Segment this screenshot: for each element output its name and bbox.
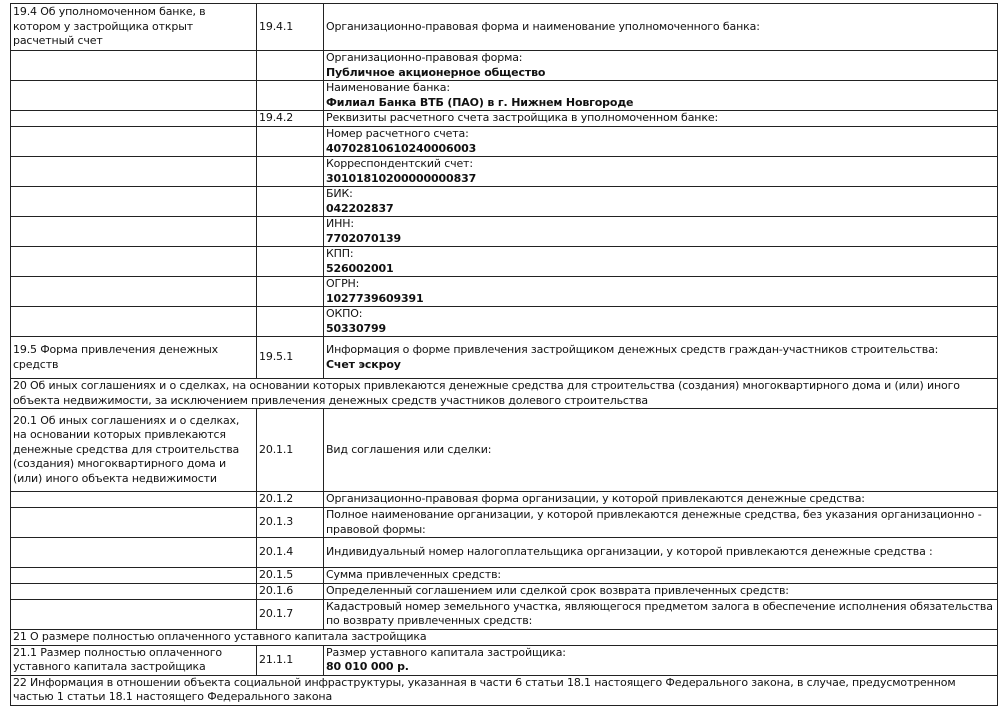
item-value: 30101810200000000837	[326, 171, 477, 185]
item-value: Филиал Банка ВТБ (ПАО) в г. Нижнем Новгороде	[326, 95, 634, 109]
section-title-cell	[11, 492, 257, 508]
section-title-cell	[11, 599, 257, 629]
item-code-cell	[257, 277, 324, 307]
section-title-cell: 20.1 Об иных соглашениях и о сделках, на основании которых привлекаются денежные средства для строительства (создания) многоквартирного дома и (или) иного объекта недвижимости	[11, 409, 257, 492]
item-label: Наименование банка:	[326, 81, 450, 94]
item-content-cell	[324, 583, 998, 599]
item-content-cell	[324, 508, 998, 538]
table-row	[11, 247, 998, 277]
section-heading: 21 О размере полностью оплаченного уставного капитала застройщика	[11, 629, 998, 645]
table-row	[11, 187, 998, 217]
section-title-cell	[11, 508, 257, 538]
item-label: Размер уставного капитала застройщика:	[326, 645, 566, 659]
item-code-cell: 20.1.7	[257, 599, 324, 629]
section-heading-row	[11, 379, 998, 409]
item-label: БИК:	[326, 187, 353, 200]
item-code-cell: 20.1.1	[257, 409, 324, 492]
section-title-cell	[11, 583, 257, 599]
table-row	[11, 307, 998, 337]
item-code-cell	[257, 247, 324, 277]
table-row	[11, 568, 998, 584]
item-label: Корреспондентский счет:	[326, 157, 473, 170]
item-content-cell	[324, 538, 998, 568]
item-code-cell: 20.1.3	[257, 508, 324, 538]
section-heading-row	[11, 629, 998, 645]
item-label: Организационно-правовая форма и наименование уполномоченного банка:	[326, 19, 760, 33]
item-content-cell	[324, 492, 998, 508]
item-label: Индивидуальный номер налогоплательщика организации, у которой привлекаются денежные средства :	[326, 545, 933, 559]
table-row	[11, 81, 998, 111]
item-code-cell	[257, 307, 324, 337]
item-label: ОКПО:	[326, 307, 363, 320]
developer-declaration-table	[10, 3, 998, 706]
item-code-cell: 19.4.2	[257, 111, 324, 127]
table-row	[11, 508, 998, 538]
section-title-cell	[11, 307, 257, 337]
section-title-cell	[11, 127, 257, 157]
section-title-cell	[11, 568, 257, 584]
item-value: 40702810610240006003	[326, 141, 477, 155]
item-code-cell: 20.1.4	[257, 538, 324, 568]
item-label: Организационно-правовая форма организации, у которой привлекаются денежные средства:	[326, 492, 865, 506]
section-title-cell	[11, 538, 257, 568]
section-heading: 22 Информация в отношении объекта социальной инфраструктуры, указанная в части 6 статьи 18.1 настоящего Федерального закона, в случае, предусмотренном частью 1 статьи 18.1 настоящего Федерального закона	[11, 675, 998, 705]
table-row	[11, 127, 998, 157]
section-title-cell: 21.1 Размер полностью оплаченного уставного капитала застройщика	[11, 645, 257, 675]
item-content-cell	[324, 111, 998, 127]
table-row	[11, 277, 998, 307]
section-title-cell	[11, 247, 257, 277]
table-row	[11, 337, 998, 379]
item-value: 1027739609391	[326, 291, 424, 305]
item-content-cell	[324, 51, 998, 81]
item-code-cell	[257, 51, 324, 81]
table-row	[11, 599, 998, 629]
item-value: Публичное акционерное общество	[326, 65, 546, 79]
item-content-cell	[324, 645, 998, 675]
table-row	[11, 4, 998, 51]
item-value: 042202837	[326, 201, 394, 215]
table-row	[11, 492, 998, 508]
item-content-cell	[324, 337, 998, 379]
table-row	[11, 157, 998, 187]
table-row	[11, 217, 998, 247]
item-code-cell	[257, 217, 324, 247]
item-value: 7702070139	[326, 231, 402, 245]
item-content-cell	[324, 157, 998, 187]
item-code-cell	[257, 157, 324, 187]
item-label: Полное наименование организации, у которой привлекаются денежные средства, без указания организационно - правовой формы:	[326, 508, 982, 536]
item-code-cell: 20.1.6	[257, 583, 324, 599]
item-code-cell	[257, 81, 324, 111]
table-row	[11, 409, 998, 492]
section-title-cell: 19.4 Об уполномоченном банке, в котором у застройщика открыт расчетный счет	[11, 4, 257, 51]
table-body	[11, 4, 998, 706]
item-label: Сумма привлеченных средств:	[326, 568, 501, 581]
item-content-cell	[324, 4, 998, 51]
item-code-cell	[257, 127, 324, 157]
table-row	[11, 583, 998, 599]
table-row	[11, 645, 998, 675]
item-label: КПП:	[326, 247, 354, 260]
section-title-cell: 19.5 Форма привлечения денежных средств	[11, 337, 257, 379]
item-content-cell	[324, 599, 998, 629]
item-label: Номер расчетного счета:	[326, 127, 469, 140]
section-title-cell	[11, 187, 257, 217]
item-content-cell	[324, 568, 998, 584]
item-label: ИНН:	[326, 217, 354, 230]
section-title-cell	[11, 111, 257, 127]
section-title-cell	[11, 51, 257, 81]
item-content-cell	[324, 81, 998, 111]
item-label: Кадастровый номер земельного участка, являющегося предметом залога в обеспечение исполнения обязательства по возврату привлеченных средств:	[326, 599, 993, 627]
section-title-cell	[11, 217, 257, 247]
item-content-cell	[324, 409, 998, 492]
section-title-cell	[11, 277, 257, 307]
item-code-cell: 20.1.5	[257, 568, 324, 584]
item-content-cell	[324, 217, 998, 247]
item-label: ОГРН:	[326, 277, 360, 290]
item-code-cell: 20.1.2	[257, 492, 324, 508]
item-content-cell	[324, 187, 998, 217]
section-title-cell	[11, 81, 257, 111]
item-code-cell: 19.4.1	[257, 4, 324, 51]
item-code-cell: 21.1.1	[257, 645, 324, 675]
section-heading-row	[11, 675, 998, 705]
section-heading: 20 Об иных соглашениях и о сделках, на основании которых привлекаются денежные средства для строительства (создания) многоквартирного дома и (или) иного объекта недвижимости, за исключением привлечения денежных средств участников долевого строительства	[11, 379, 998, 409]
table-row	[11, 111, 998, 127]
item-value: 526002001	[326, 261, 394, 275]
item-content-cell	[324, 277, 998, 307]
item-value: 50330799	[326, 321, 387, 335]
item-content-cell	[324, 127, 998, 157]
table-row	[11, 538, 998, 568]
item-value: Счет эскроу	[326, 357, 401, 371]
item-label: Реквизиты расчетного счета застройщика в уполномоченном банке:	[326, 111, 718, 125]
item-label: Вид соглашения или сделки:	[326, 442, 492, 456]
section-title-cell	[11, 157, 257, 187]
item-content-cell	[324, 307, 998, 337]
item-label: Определенный соглашением или сделкой срок возврата привлеченных средств:	[326, 583, 789, 597]
item-label: Организационно-правовая форма:	[326, 51, 523, 64]
item-label: Информация о форме привлечения застройщиком денежных средств граждан-участников строительства:	[326, 343, 939, 356]
item-code-cell	[257, 187, 324, 217]
table-row	[11, 51, 998, 81]
item-value: 80 010 000 р.	[326, 660, 409, 673]
item-content-cell	[324, 247, 998, 277]
item-code-cell: 19.5.1	[257, 337, 324, 379]
